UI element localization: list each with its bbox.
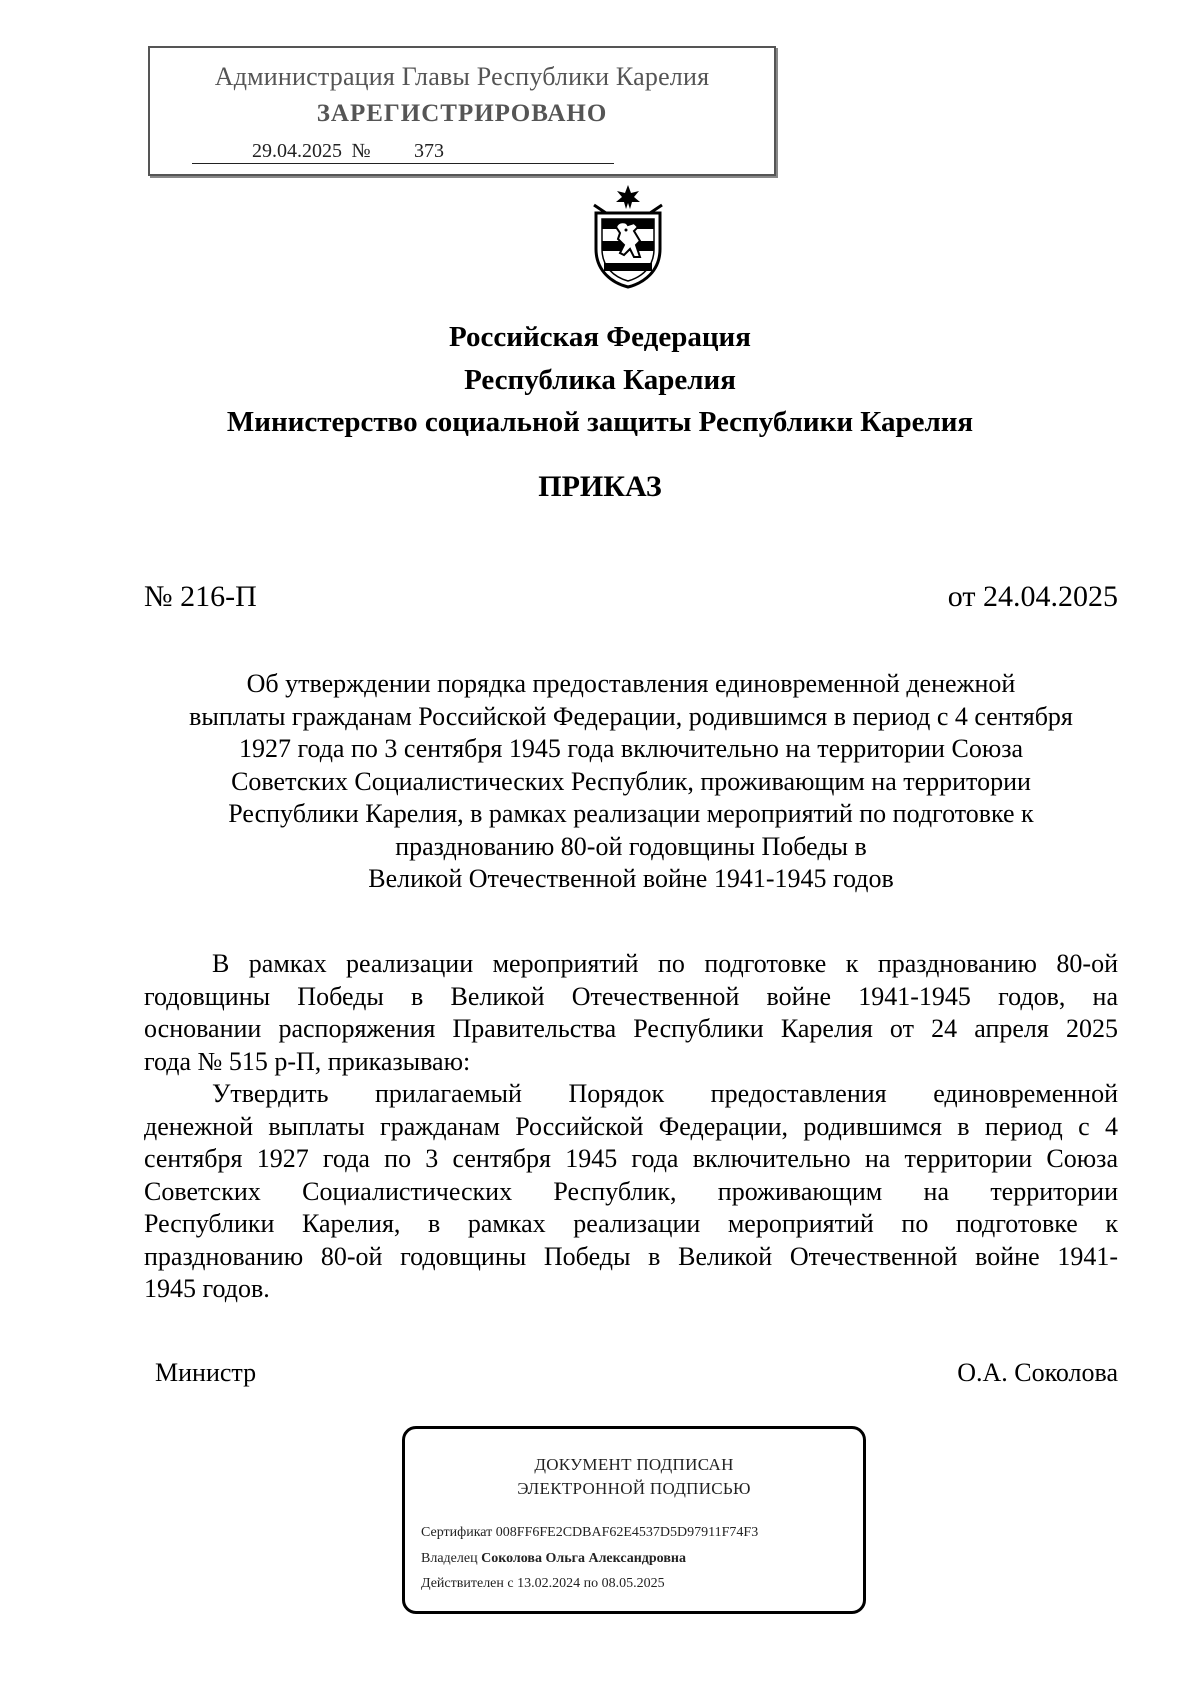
paragraph-line: Утвердить прилагаемый Порядок предоставления единовременной <box>212 1079 1118 1108</box>
paragraph-line: года № 515 р-П, приказываю: <box>144 1046 471 1076</box>
esig-title-line2: ЭЛЕКТРОННОЙ ПОДПИСЬЮ <box>517 1479 751 1498</box>
document-type-title: ПРИКАЗ <box>538 470 662 503</box>
esig-validity-row <box>421 1576 665 1592</box>
esig-certificate-label: Сертификат <box>421 1525 493 1540</box>
paragraph-line: Советских Социалистических Республик, проживающим на территории <box>144 1176 1118 1206</box>
esig-valid-to-label: по <box>583 1576 599 1591</box>
preamble-paragraph <box>144 948 1118 1078</box>
header-country: Российская Федерация <box>449 321 751 353</box>
paragraph-line: В рамках реализации мероприятий по подготовке к празднованию 80-ой <box>212 949 1118 978</box>
paragraph-line: денежной выплаты гражданам Российской Федерации, родившимся в период с 4 <box>144 1111 1118 1141</box>
paragraph-line: Республики Карелия, в рамках реализации мероприятий по подготовке к <box>144 1209 1118 1238</box>
signatory-role: Министр <box>155 1358 257 1387</box>
paragraph-line: сентября 1927 года по 3 сентября 1945 года включительно на территории Союза <box>144 1144 1118 1173</box>
subject-line: 1927 года по 3 сентября 1945 года включительно на территории Союза <box>238 734 1024 763</box>
esig-valid-to: 08.05.2025 <box>601 1576 665 1591</box>
registration-stamp-authority: Администрация Главы Республики Карелия <box>214 62 710 91</box>
operative-paragraph <box>144 1078 1118 1306</box>
paragraph-line: основании распоряжения Правительства Республики Карелия от 24 апреля 2025 <box>144 1014 1118 1043</box>
subject-line: Об утверждении порядка предоставления единовременной денежной <box>246 669 1016 698</box>
esig-certificate: 008FF6FE2CDBAF62E4537D5D97911F74F3 <box>495 1525 759 1540</box>
registration-number-label: № <box>348 140 374 164</box>
esig-certificate-row <box>421 1525 758 1541</box>
registration-stamp-status: ЗАРЕГИСТРИРОВАНО <box>316 100 608 127</box>
paragraph-line: празднованию 80-ой годовщины Победы в Великой Отечественной войне 1941- <box>144 1241 1118 1271</box>
esig-valid-from: 13.02.2024 <box>517 1576 581 1591</box>
order-number: № 216-П <box>144 580 257 613</box>
subject-line: Республики Карелия, в рамках реализации мероприятий по подготовке к <box>228 799 1034 828</box>
order-subject <box>144 668 1118 896</box>
esig-owner-row <box>421 1551 686 1567</box>
registration-stamp <box>148 46 776 176</box>
header-ministry: Министерство социальной защиты Республики Карелия <box>226 406 974 438</box>
subject-line: выплаты гражданам Российской Федерации, родившимся в период с 4 сентября <box>189 701 1073 731</box>
registration-date: 29.04.2025 <box>192 140 348 164</box>
karelia-coat-of-arms-icon <box>584 183 672 289</box>
paragraph-line: 1945 годов. <box>144 1274 270 1303</box>
registration-stamp-details <box>192 140 614 164</box>
subject-line: Советских Социалистических Республик, проживающим на территории <box>231 766 1031 796</box>
electronic-signature-stamp <box>402 1426 866 1614</box>
esig-title-line1: ДОКУМЕНТ ПОДПИСАН <box>534 1455 734 1474</box>
esig-valid-label: Действителен с <box>421 1576 514 1591</box>
esig-owner-label: Владелец <box>421 1551 478 1566</box>
signatory-name: О.А. Соколова <box>957 1358 1118 1387</box>
order-date: от 24.04.2025 <box>947 580 1118 613</box>
esig-owner: Соколова Ольга Александровна <box>481 1551 686 1566</box>
subject-line: празднованию 80-ой годовщины Победы в <box>395 831 867 861</box>
registration-number: 373 <box>374 140 614 164</box>
header-republic: Республика Карелия <box>464 364 736 396</box>
paragraph-line: годовщины Победы в Великой Отечественной войне 1941-1945 годов, на <box>144 981 1118 1011</box>
subject-line: Великой Отечественной войне 1941-1945 годов <box>368 864 894 893</box>
